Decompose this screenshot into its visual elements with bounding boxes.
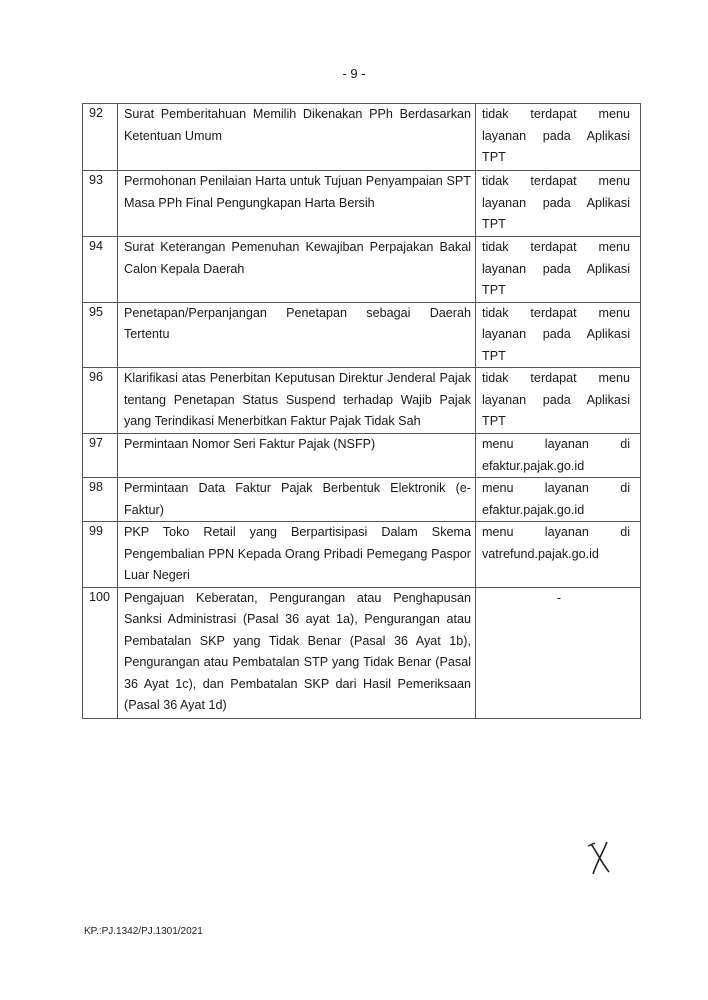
table-row [83, 237, 641, 303]
note-line: menu layanan di [482, 437, 630, 451]
row-description: Klarifikasi atas Penerbitan Keputusan Direktur Jenderal Pajak tentang Penetapan Status Suspend terhadap Wajib Pajak yang Terindikasi Menerbitkan Faktur Pajak Tidak Sah [118, 368, 476, 434]
page-number: - 9 - [342, 66, 366, 81]
table-row [83, 478, 641, 522]
row-description: Permohonan Penilaian Harta untuk Tujuan Penyampaian SPT Masa PPh Final Pengungkapan Harta Bersih [118, 171, 476, 237]
note-line: vatrefund.pajak.go.id [482, 546, 599, 561]
note-line: efaktur.pajak.go.id [482, 502, 585, 517]
row-number: 99 [83, 522, 118, 588]
row-description: Permintaan Nomor Seri Faktur Pajak (NSFP) [118, 434, 476, 478]
row-description: Permintaan Data Faktur Pajak Berbentuk Elektronik (e-Faktur) [118, 478, 476, 522]
row-number: 97 [83, 434, 118, 478]
row-note: tidak terdapat menu layanan pada Aplikasi TPT [476, 237, 641, 303]
service-table [82, 103, 641, 719]
row-number: 93 [83, 171, 118, 237]
row-note [476, 478, 641, 522]
row-note [476, 434, 641, 478]
table-row [83, 104, 641, 171]
table-row [83, 587, 641, 718]
row-note: tidak terdapat menu layanan pada Aplikasi TPT [476, 171, 641, 237]
table-row [83, 522, 641, 588]
row-note: tidak terdapat menu layanan pada Aplikasi TPT [476, 302, 641, 368]
signature-initial-mark [585, 840, 615, 876]
row-description: Penetapan/Perpanjangan Penetapan sebagai Daerah Tertentu [118, 302, 476, 368]
row-description: Surat Pemberitahuan Memilih Dikenakan PPh Berdasarkan Ketentuan Umum [118, 104, 476, 171]
note-line: menu layanan di [482, 525, 630, 539]
table-row [83, 302, 641, 368]
row-note: tidak terdapat menu layanan pada Aplikasi TPT [476, 368, 641, 434]
row-number: 96 [83, 368, 118, 434]
row-description: Surat Keterangan Pemenuhan Kewajiban Perpajakan Bakal Calon Kepala Daerah [118, 237, 476, 303]
row-number: 94 [83, 237, 118, 303]
row-note: - [476, 587, 641, 718]
table-row [83, 368, 641, 434]
note-line: menu layanan di [482, 481, 630, 495]
row-number: 98 [83, 478, 118, 522]
table-row [83, 171, 641, 237]
document-reference: KP.:PJ.1342/PJ.1301/2021 [84, 926, 203, 937]
row-note [476, 522, 641, 588]
table-row [83, 434, 641, 478]
row-number: 100 [83, 587, 118, 718]
row-number: 92 [83, 104, 118, 171]
note-line: efaktur.pajak.go.id [482, 458, 585, 473]
row-number: 95 [83, 302, 118, 368]
row-note: tidak terdapat menu layanan pada Aplikasi TPT [476, 104, 641, 171]
row-description: PKP Toko Retail yang Berpartisipasi Dalam Skema Pengembalian PPN Kepada Orang Pribadi Pemegang Paspor Luar Negeri [118, 522, 476, 588]
row-description: Pengajuan Keberatan, Pengurangan atau Penghapusan Sanksi Administrasi (Pasal 36 ayat 1a), Pengurangan atau Pembatalan SKP yang Tidak Benar (Pasal 36 Ayat 1b), Pengurangan atau Pembatalan STP yang Tidak Benar (Pasal 36 Ayat 1c), dan Pembatalan SKP dari Hasil Pemeriksaan (Pasal 36 Ayat 1d) [118, 587, 476, 718]
